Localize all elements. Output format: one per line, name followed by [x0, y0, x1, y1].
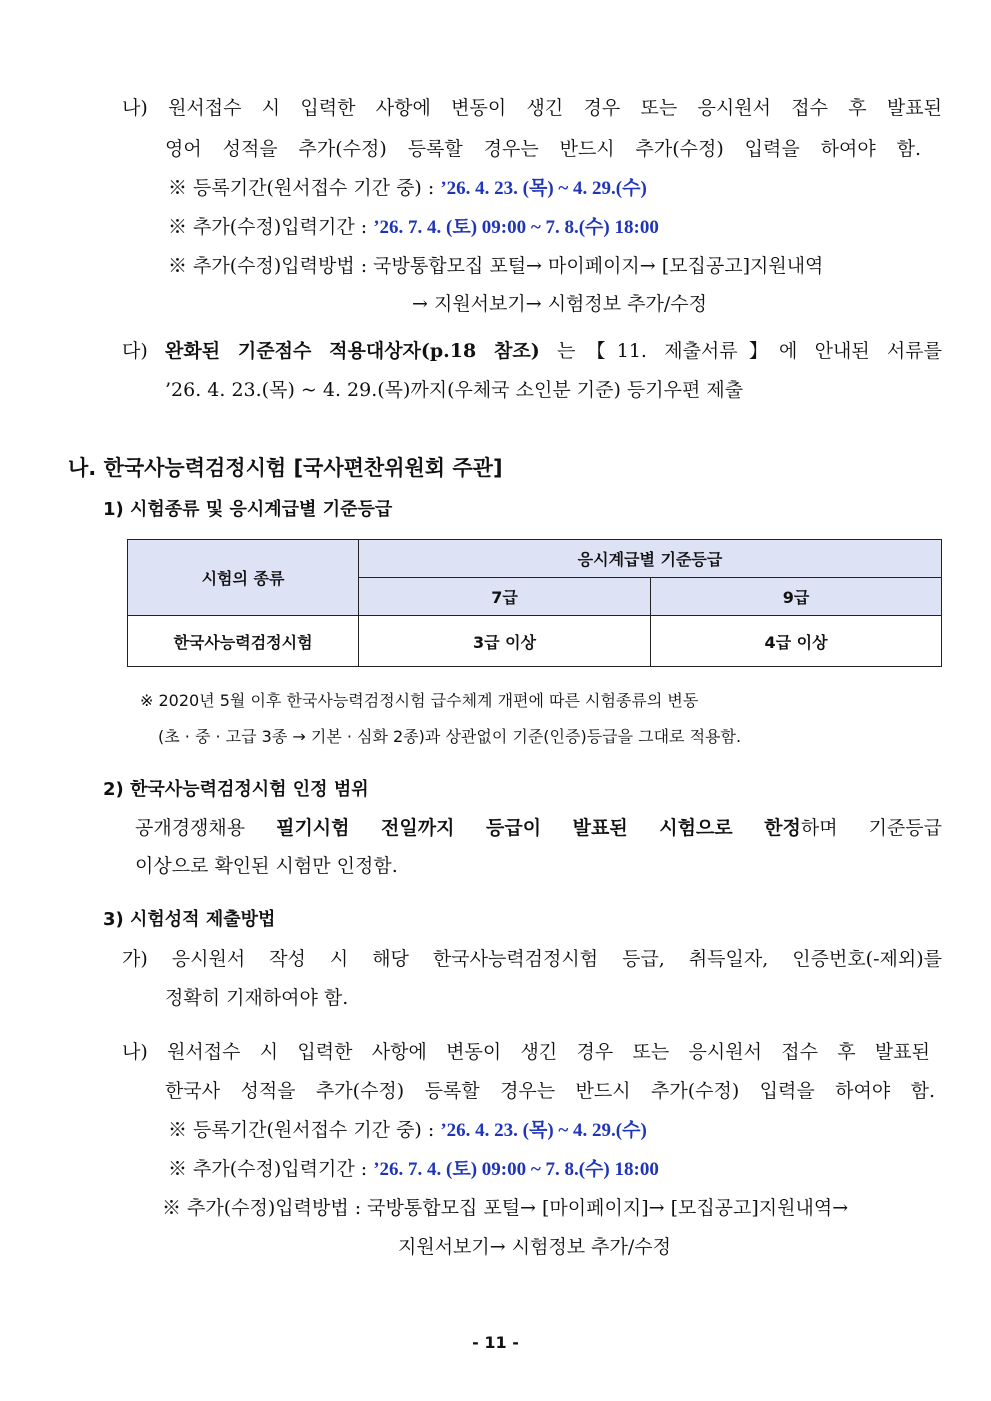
sub3-add-label: ※ 추가(수정)입력기간 : — [168, 1158, 374, 1180]
sub3-reg-label: ※ 등록기간(원서접수 기간 중) : — [168, 1119, 441, 1141]
sub2-line2: 이상으로 확인된 시험만 인정함. — [135, 855, 398, 877]
table-cell-9급-grade: 4급 이상 — [651, 616, 942, 667]
na-add-value: ’26. 7. 4. (토) 09:00 ~ 7. 8.(수) 18:00 — [373, 217, 659, 238]
sub3-ga-line1: 가) 응시원서 작성 시 해당 한국사능력검정시험 등급, 취득일자, 인증번호(-제외)를 — [122, 948, 942, 970]
sub2-line1-post: 하며 기준등급 — [800, 817, 942, 839]
da-line1 — [122, 338, 942, 364]
na-line1: 나) 원서접수 시 입력한 사항에 변동이 생긴 경우 또는 응시원서 접수 후 발표된 — [122, 97, 942, 119]
note-line2: (초 · 중 · 고급 3종 → 기본 · 심화 2종)과 상관없이 기준(인증)등급을 그대로 적용함. — [158, 727, 742, 746]
sub3-method-line2: 지원서보기→ 시험정보 추가/수정 — [398, 1236, 672, 1258]
sub3-reg-period — [168, 1117, 647, 1144]
na-reg-value: ’26. 4. 23. (목) ~ 4. 29.(수) — [440, 178, 647, 199]
sub3-ga-line2: 정확히 기재하여야 함. — [165, 987, 349, 1009]
table-cell-exam-name: 한국사능력검정시험 — [128, 616, 359, 667]
na-add-period — [168, 214, 659, 241]
na-reg-period — [168, 175, 647, 202]
table-header-7급: 7급 — [359, 578, 651, 616]
subheading-3: 3) 시험성적 제출방법 — [103, 909, 276, 930]
sub2-line1-bold: 필기시험 전일까지 등급이 발표된 시험으로 한정 — [276, 817, 801, 839]
section-heading-korean-history: 나. 한국사능력검정시험 [국사편찬위원회 주관] — [68, 456, 503, 480]
subheading-2: 2) 한국사능력검정시험 인정 범위 — [103, 779, 369, 800]
table-header-exam-type: 시험의 종류 — [128, 540, 359, 616]
da-rest: 는【11. 제출서류】에 안내된 서류를 — [539, 340, 942, 362]
sub3-add-period — [168, 1156, 659, 1183]
na-add-label: ※ 추가(수정)입력기간 : — [168, 216, 374, 238]
table-header-9급: 9급 — [651, 578, 942, 616]
na-reg-label: ※ 등록기간(원서접수 기간 중) : — [168, 177, 441, 199]
page-number: - 11 - — [472, 1333, 519, 1352]
da-line2: ’26. 4. 23.(목) ~ 4. 29.(목)까지(우체국 소인분 기준) 등기우편 제출 — [165, 379, 744, 401]
na-method-line2: → 지원서보기→ 시험정보 추가/수정 — [412, 293, 707, 315]
sub3-method-line1: ※ 추가(수정)입력방법 : 국방통합모집 포털→ [마이페이지]→ [모집공고]지원내역→ — [162, 1197, 849, 1219]
da-prefix: 다) — [122, 340, 166, 362]
na-method-line1: ※ 추가(수정)입력방법 : 국방통합모집 포털→ 마이페이지→ [모집공고]지원내역 — [168, 255, 824, 277]
sub3-na-line1: 나) 원서접수 시 입력한 사항에 변동이 생긴 경우 또는 응시원서 접수 후 발표된 — [122, 1041, 930, 1063]
sub3-na-line2: 한국사 성적을 추가(수정) 등록할 경우는 반드시 추가(수정) 입력을 하여야 함. — [165, 1080, 935, 1102]
table-cell-7급-grade: 3급 이상 — [359, 616, 651, 667]
note-line1: ※ 2020년 5월 이후 한국사능력검정시험 급수체계 개편에 따른 시험종류의 변동 — [140, 691, 699, 710]
sub3-reg-value: ’26. 4. 23. (목) ~ 4. 29.(수) — [440, 1120, 647, 1141]
sub2-line1-pre: 공개경쟁채용 — [135, 817, 277, 839]
table-header-grade-group: 응시계급별 기준등급 — [359, 540, 942, 578]
da-bold: 완화된 기준점수 적용대상자(p.18 참조) — [165, 340, 540, 362]
subheading-1: 1) 시험종류 및 응시계급별 기준등급 — [103, 499, 393, 520]
sub2-line1 — [135, 815, 942, 841]
sub3-add-value: ’26. 7. 4. (토) 09:00 ~ 7. 8.(수) 18:00 — [373, 1159, 659, 1180]
grade-table — [127, 539, 942, 667]
na-line2: 영어 성적을 추가(수정) 등록할 경우는 반드시 추가(수정) 입력을 하여야 함. — [165, 138, 921, 160]
